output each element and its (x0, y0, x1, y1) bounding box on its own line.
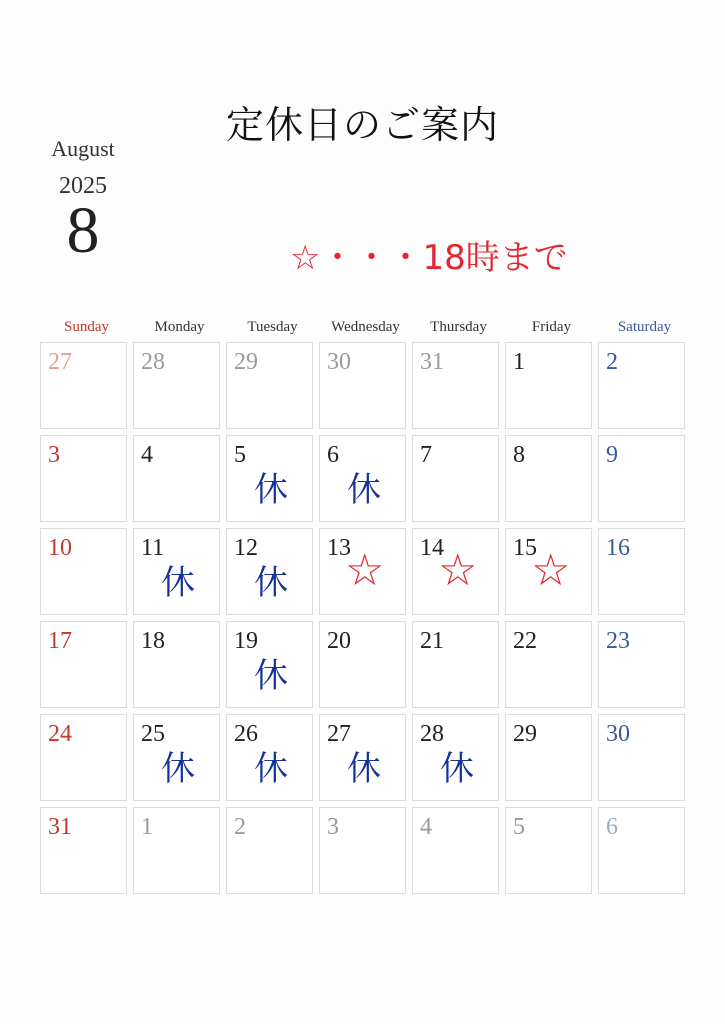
day-number: 24 (48, 721, 72, 747)
closed-mark: 休 (347, 749, 381, 789)
calendar-day-cell (40, 621, 127, 708)
calendar-day-cell (133, 714, 220, 801)
weekday-header (40, 319, 691, 336)
day-number: 26 (234, 721, 258, 747)
weekday-saturday: Saturday (617, 319, 672, 335)
day-number: 29 (234, 349, 258, 375)
calendar-day-cell (505, 528, 592, 615)
day-number: 31 (48, 814, 72, 840)
calendar-day-cell (40, 435, 127, 522)
weekday-sunday: Sunday (64, 319, 109, 335)
day-number: 31 (420, 349, 444, 375)
day-number: 3 (48, 442, 60, 468)
day-number: 19 (234, 628, 258, 654)
day-number: 2 (234, 814, 246, 840)
calendar-day-cell (133, 528, 220, 615)
weekday-thursday: Thursday (430, 319, 487, 335)
closed-mark: 休 (254, 656, 288, 696)
calendar-grid (40, 342, 685, 894)
calendar-day-cell (226, 342, 313, 429)
calendar-day-cell (40, 714, 127, 801)
day-number: 28 (141, 349, 165, 375)
calendar-day-cell (226, 807, 313, 894)
day-number: 23 (606, 628, 630, 654)
day-number: 22 (513, 628, 537, 654)
day-number: 11 (141, 535, 165, 561)
calendar-day-cell (505, 807, 592, 894)
weekday-wednesday: Wednesday (331, 319, 400, 335)
day-number: 14 (420, 535, 444, 561)
calendar-day-cell (598, 435, 685, 522)
day-number: 5 (234, 442, 246, 468)
day-number: 16 (606, 535, 630, 561)
calendar-day-cell (505, 714, 592, 801)
closed-mark: 休 (161, 563, 195, 603)
weekday-friday: Friday (531, 319, 572, 335)
day-number: 4 (420, 814, 432, 840)
calendar-day-cell (226, 621, 313, 708)
closed-mark: 休 (254, 563, 288, 603)
day-number: 13 (327, 535, 351, 561)
calendar-day-cell (133, 807, 220, 894)
calendar-day-cell (412, 807, 499, 894)
calendar-day-cell (412, 435, 499, 522)
day-number: 7 (420, 442, 432, 468)
calendar-day-cell (505, 621, 592, 708)
closed-mark: 休 (347, 470, 381, 510)
calendar-day-cell (412, 528, 499, 615)
closed-mark: 休 (254, 749, 288, 789)
calendar-day-cell (319, 714, 406, 801)
day-number: 29 (513, 721, 537, 747)
closed-mark: 休 (161, 749, 195, 789)
calendar-day-cell (412, 714, 499, 801)
star-icon: ☆ (531, 545, 571, 596)
day-number: 30 (606, 721, 630, 747)
calendar-day-cell (505, 342, 592, 429)
month-name: August (51, 136, 115, 161)
calendar-day-cell (412, 342, 499, 429)
calendar-day-cell (319, 621, 406, 708)
day-number: 1 (141, 814, 153, 840)
calendar-day-cell (40, 342, 127, 429)
day-number: 8 (513, 442, 525, 468)
calendar-day-cell (505, 435, 592, 522)
calendar-day-cell (319, 807, 406, 894)
day-number: 9 (606, 442, 618, 468)
day-number: 1 (513, 349, 525, 375)
calendar-day-cell (40, 528, 127, 615)
weekday-monday: Monday (154, 319, 205, 335)
day-number: 12 (234, 535, 258, 561)
calendar-day-cell (40, 807, 127, 894)
day-number: 30 (327, 349, 351, 375)
calendar-day-cell (133, 621, 220, 708)
day-number: 15 (513, 535, 537, 561)
day-number: 6 (606, 814, 618, 840)
calendar-day-cell (226, 528, 313, 615)
closed-mark: 休 (254, 470, 288, 510)
day-number: 18 (141, 628, 165, 654)
day-number: 4 (141, 442, 153, 468)
day-number: 5 (513, 814, 525, 840)
day-number: 21 (420, 628, 444, 654)
day-number: 27 (327, 721, 351, 747)
page-title: 定休日のご案内 (225, 103, 499, 147)
closed-mark: 休 (440, 749, 474, 789)
calendar-day-cell (226, 435, 313, 522)
calendar-day-cell (133, 435, 220, 522)
calendar-day-cell (133, 342, 220, 429)
calendar-day-cell (598, 621, 685, 708)
calendar-day-cell (412, 621, 499, 708)
year: 2025 (59, 173, 107, 199)
day-number: 25 (141, 721, 165, 747)
month-number: 8 (66, 194, 100, 267)
day-number: 20 (327, 628, 351, 654)
day-number: 6 (327, 442, 339, 468)
star-icon: ☆ (345, 545, 385, 596)
calendar-day-cell (319, 342, 406, 429)
calendar-day-cell (598, 714, 685, 801)
weekday-tuesday: Tuesday (247, 319, 298, 335)
hours-note: ☆・・・18時まで (290, 238, 568, 278)
star-icon: ☆ (438, 545, 478, 596)
calendar-day-cell (598, 528, 685, 615)
day-number: 10 (48, 535, 72, 561)
calendar-day-cell (319, 435, 406, 522)
calendar-day-cell (319, 528, 406, 615)
calendar-day-cell (598, 342, 685, 429)
day-number: 2 (606, 349, 618, 375)
day-number: 17 (48, 628, 72, 654)
calendar-day-cell (598, 807, 685, 894)
calendar-day-cell (226, 714, 313, 801)
day-number: 27 (48, 349, 72, 375)
day-number: 3 (327, 814, 339, 840)
day-number: 28 (420, 721, 444, 747)
